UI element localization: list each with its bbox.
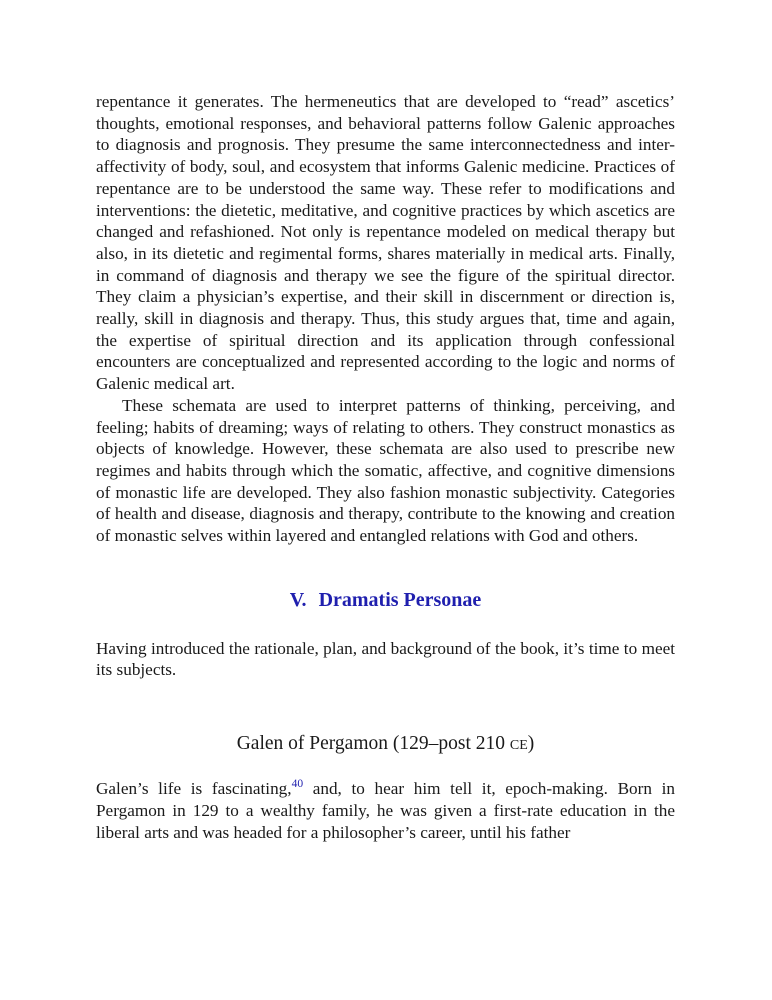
paragraph-galen-text-end: and, to hear him tell it, epoch-making. Born in Pergamon in 129 to a wealthy family, he was given a first-rate education in the liberal arts and was headed for a philosopher’s career, until his father — [96, 779, 675, 842]
section-title: Dramatis Personae — [318, 588, 482, 611]
subsection-close: ) — [527, 733, 535, 755]
section-heading — [96, 588, 675, 612]
footnote-link-40[interactable]: 40 — [291, 778, 304, 791]
paragraph-repentance: repentance it generates. The hermeneutics that are developed to “read” ascetics’ thoughts, emotional responses, and behavioral patterns follow Galenic approaches to diagnosis and prognosis. They presume the same interconnectedness and inter-affectivity of body, soul, and ecosystem that informs Galenic medicine. Practices of repentance are to be understood the same way. These refer to modifications and interventions: the dietetic, meditative, and cognitive practices by which ascetics are changed and refashioned. Not only is repentance modeled on medical therapy but also, in its dietetic and regimental forms, shares materially in medical arts. Finally, in command of diagnosis and therapy we see the figure of the spiritual director. They claim a physician’s expertise, and their skill in discernment or direction is, really, skill in diagnosis and therapy. Thus, this study argues that, time and again, the expertise of spiritual direction and its application through confessional encounters are conceptualized and represented according to the logic and norms of Galenic medical art. — [96, 92, 675, 394]
subsection-era: CE — [509, 738, 528, 754]
section-number: V. — [289, 588, 307, 611]
subsection-heading — [96, 732, 675, 758]
paragraph-galen-text-start: Galen’s life is fascinating, — [96, 779, 292, 799]
page-body — [96, 91, 675, 843]
subsection-title: Galen of Pergamon (129–post 210 — [236, 733, 510, 755]
paragraph-introduction: Having introduced the rationale, plan, and background of the book, it’s time to meet its subjects. — [96, 638, 675, 680]
paragraph-schemata: These schemata are used to interpret patterns of thinking, perceiving, and feeling; habits of dreaming; ways of relating to others. They construct monastics as objects of knowledge. However, these schemata are also used to prescribe new regimes and habits through which the somatic, affective, and cognitive dimensions of monastic life are developed. They also fashion monastic subjectivity. Categories of health and disease, diagnosis and therapy, contribute to the knowing and creation of monastic selves within layered and entangled relations with God and others. — [96, 395, 675, 546]
paragraph-galen-life — [96, 778, 675, 843]
